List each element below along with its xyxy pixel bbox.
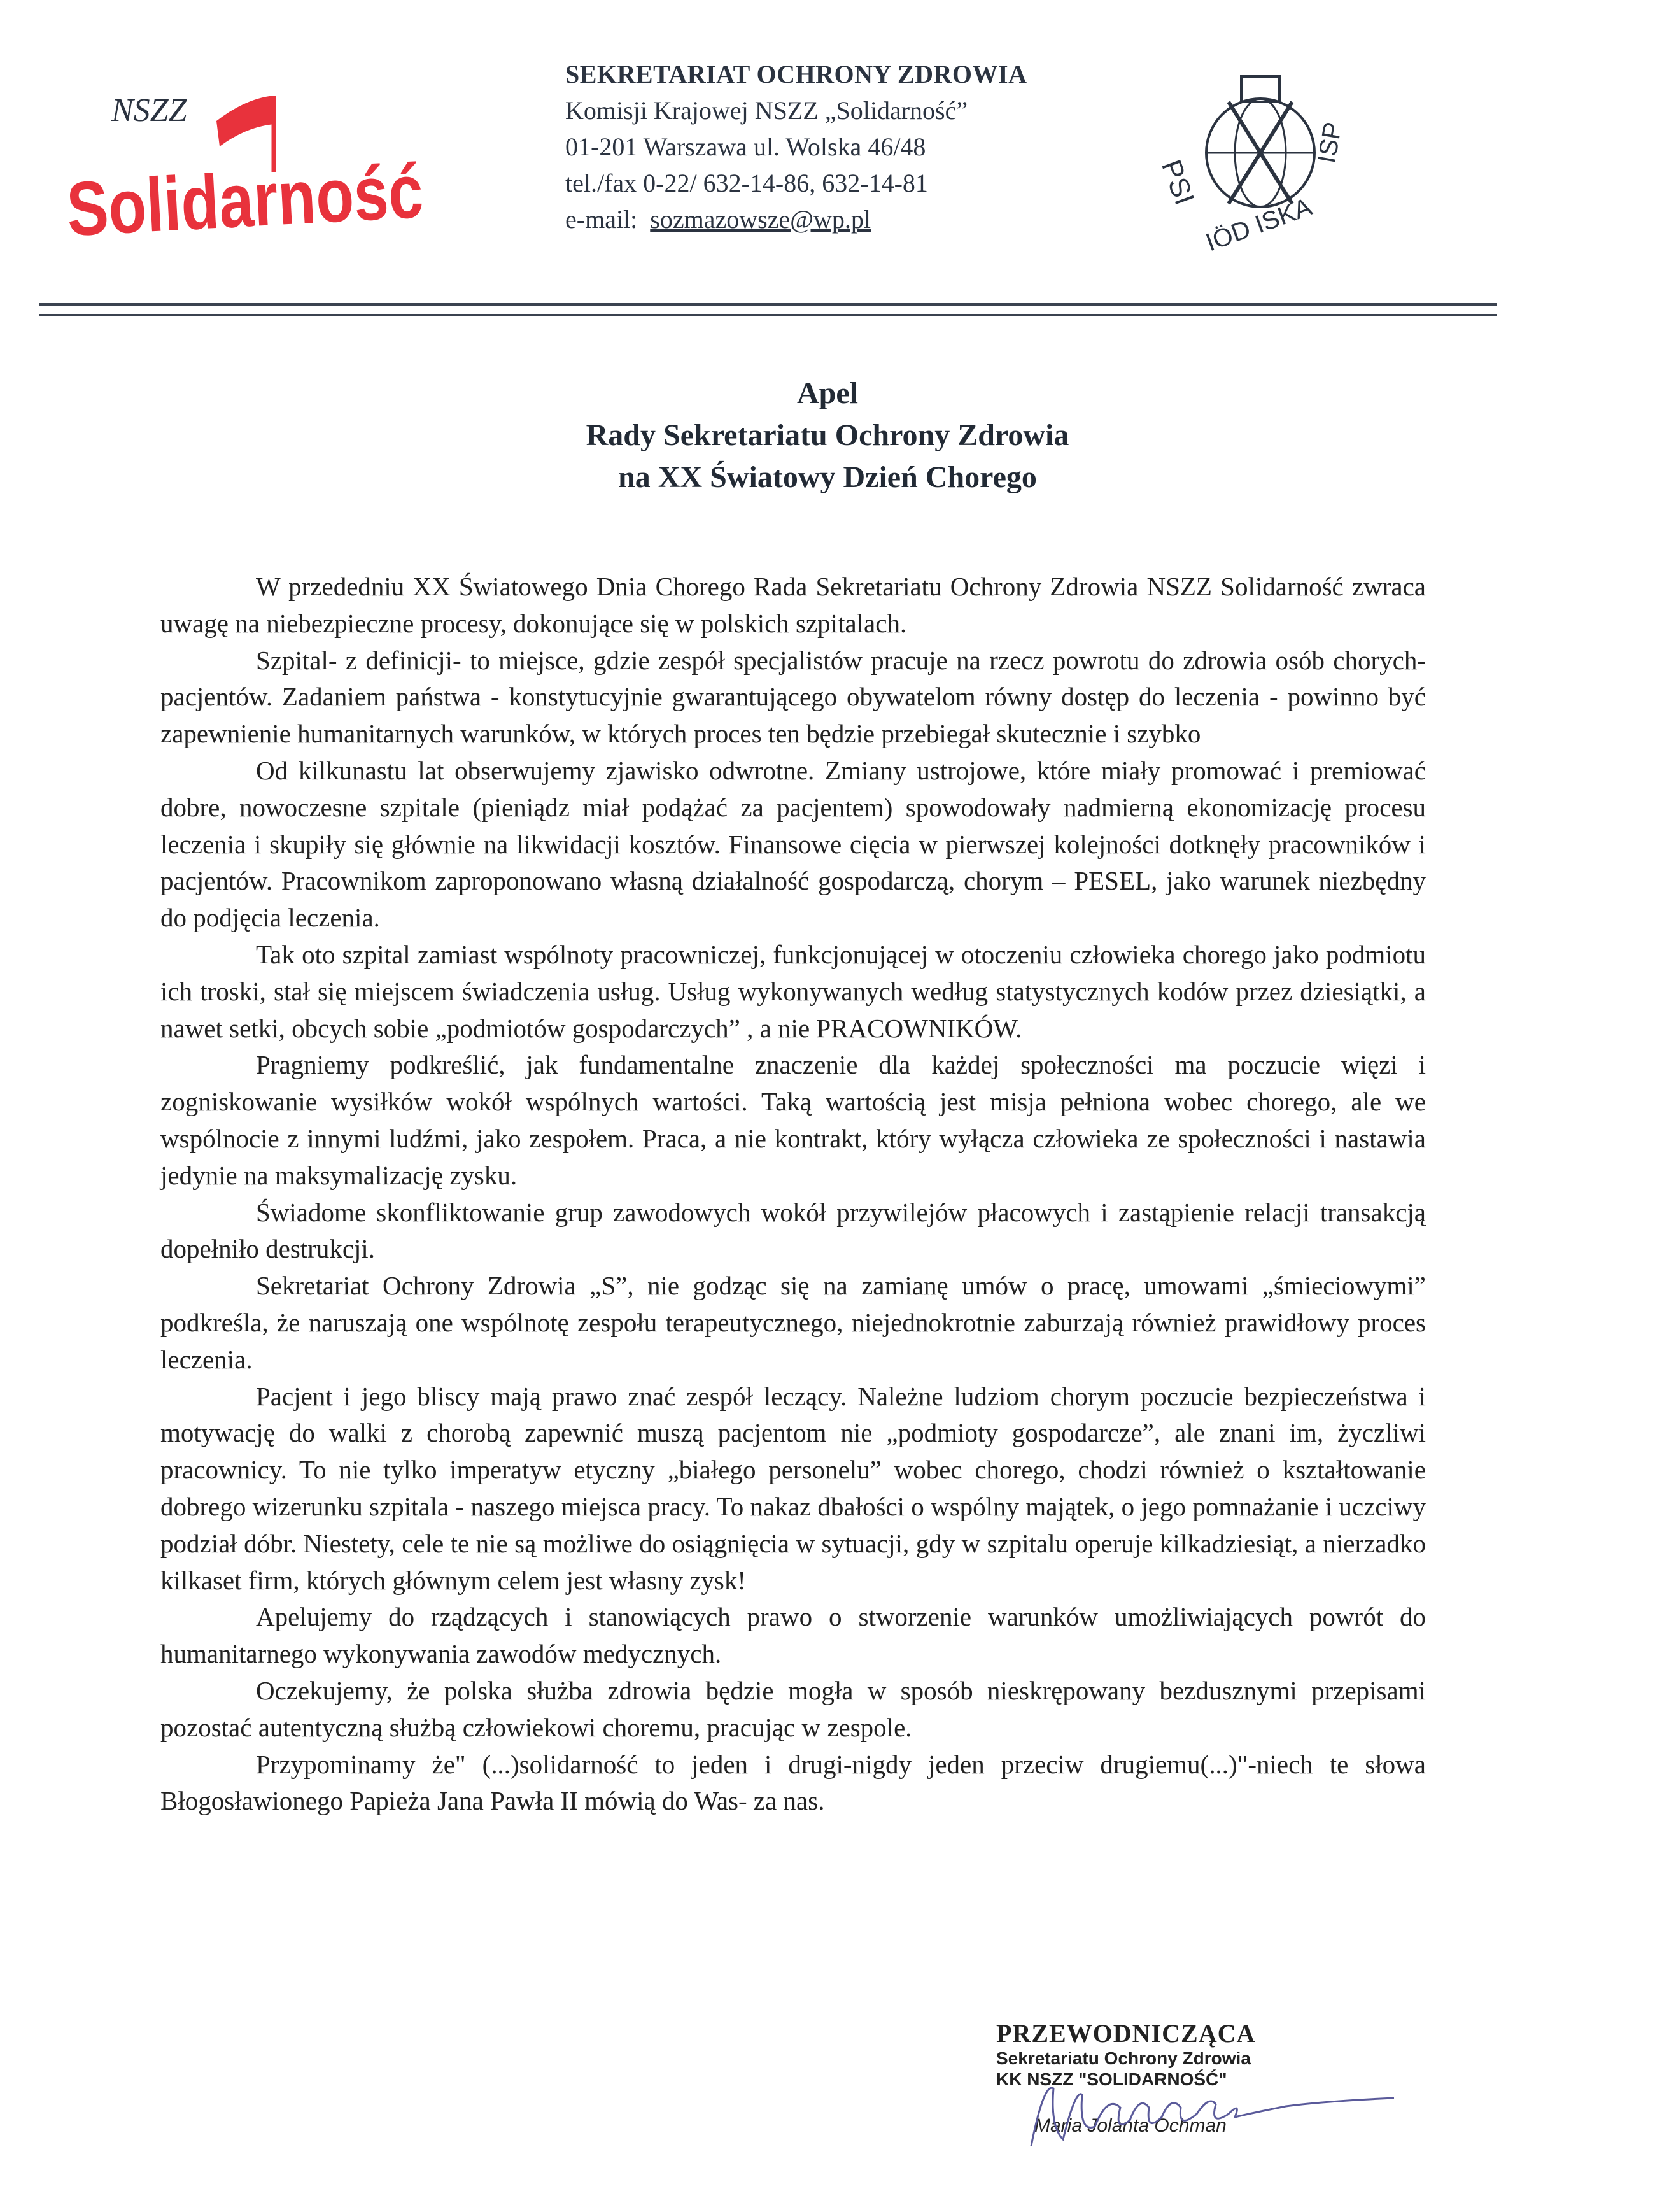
email-label: e-mail: (565, 205, 638, 234)
letter-body (160, 569, 1426, 1820)
signature-role: PRZEWODNICZĄCA (996, 2019, 1256, 2048)
title-line1: Apel (797, 376, 858, 410)
logo-nszz: NSZZ (111, 92, 187, 129)
handwritten-signature (1018, 2069, 1400, 2159)
paragraph: Tak oto szpital zamiast wspólnoty pracowniczej, funkcjonującej w otoczeniu człowieka chorego jako podmiotu ich troski, stał się miejscem świadczenia usług. Usług wykonywanych według statystycznych kodów przez dziesiątki, a nawet setki, obcych sobie „podmiotów gospodarczych” , a nie PRACOWNIKÓW. (160, 939, 1426, 1043)
seal-text-right: ISP (1313, 120, 1348, 166)
paragraph: Apelujemy do rządzących i stanowiących prawo o stworzenie warunków umożliwiających powrót do humanitarnego wykonywania zawodów medycznych. (160, 1602, 1426, 1669)
seal-text-bottom: IÖD ISKA (1202, 192, 1316, 257)
letterhead-line3: tel./fax 0-22/ 632-14-86, 632-14-81 (565, 169, 928, 197)
letterhead-line1: Komisji Krajowej NSZZ „Solidarność” (565, 96, 968, 125)
paragraph: Pragniemy podkreślić, jak fundamentalne znaczenie dla każdej społeczności ma poczucie więzi i zogniskowanie wysiłków wokół wspólnych wartości. Taką wartością jest misja pełniona wobec chorego, ale we wspólnocie z innymi ludźmi, jako zespołem. Praca, a nie kontrakt, który wyłącza człowieka ze społeczności i nastawia jedynie na maksymalizację zysku. (160, 1050, 1426, 1190)
paragraph: Oczekujemy, że polska służba zdrowia będzie mogła w sposób nieskrępowany bezdusznymi przepisami pozostać autentyczną służbą człowiekowi choremu, pracując w zespole. (160, 1675, 1426, 1742)
document-title (0, 372, 1655, 499)
psi-seal-logo (1139, 64, 1381, 255)
paragraph: Pacjent i jego bliscy mają prawo znać zespół leczący. Należne ludziom chorym poczucie bezpieczeństwa i motywację do walki z chorobą zapewnić muszą pacjentom nie „podmioty gospodarcze”, ale znani im, życzliwi pracownicy. To nie tylko imperatyw etyczny „białego personelu” wobec chorego, chodzi również o kształtowanie dobrego wizerunku szpitala - naszego miejsca pracy. To nakaz dbałości o wspólny majątek, o jego pomnażanie i uczciwy podział dóbr. Niestety, cele te nie są możliwe do osiągnięcia w sytuacji, gdy w szpitalu operuje kilkadziesiąt, a nierzadko kilkaset firm, których głównym celem jest własny zysk! (160, 1381, 1426, 1595)
signature-line2: KK NSZZ "SOLIDARNOŚĆ" (996, 2069, 1227, 2089)
letterhead (565, 56, 1027, 238)
paragraph: W przededniu XX Światowego Dnia Chorego Rada Sekretariatu Ochrony Zdrowia NSZZ Solidarność zwraca uwagę na niebezpieczne procesy, dokonujące się w polskich szpitalach. (160, 572, 1426, 638)
header-rule-top (39, 303, 1497, 306)
letterhead-org: SEKRETARIAT OCHRONY ZDROWIA (565, 60, 1027, 89)
paragraph: Sekretariat Ochrony Zdrowia „S”, nie godząc się na zamianę umów o pracę, umowami „śmieciowymi” podkreśla, że naruszają one wspólnotę zespołu terapeutycznego, niejednokrotnie zaburzają również prawidłowy proces leczenia. (160, 1271, 1426, 1374)
signature-line1: Sekretariatu Ochrony Zdrowia (996, 2048, 1251, 2068)
paragraph: Od kilkunastu lat obserwujemy zjawisko odwrotne. Zmiany ustrojowe, które miały promować i premiować dobre, nowoczesne szpitale (pieniądz miał podążać za pacjentem) spowodowały nadmierną ekonomizację procesu leczenia i skupiły się głównie na likwidacji kosztów. Finansowe cięcia w pierwszej kolejności dotknęły pracowników i pacjentów. Pracownikom zaproponowano własną działalność gospodarczą, chorym – PESEL, jako warunek niezbędny do podjęcia leczenia. (160, 755, 1426, 933)
paragraph: Świadome skonfliktowanie grup zawodowych wokół przywilejów płacowych i zastąpienie relacji transakcją dopełniło destrukcji. (160, 1197, 1426, 1264)
seal-text-left: PSI (1155, 155, 1201, 209)
title-line3: na XX Światowy Dzień Chorego (618, 460, 1037, 494)
logo-solidarnosc: Solidarność (64, 144, 506, 253)
header-rule-bottom (39, 314, 1497, 316)
email-link[interactable]: sozmazowsze@wp.pl (650, 205, 871, 234)
paragraph: Przypominamy że" (...)solidarność to jeden i drugi-nigdy jeden przeciw drugiemu(...)"-niech te słowa Błogosławionego Papieża Jana Pawła II mówią do Was- za nas. (160, 1749, 1426, 1816)
title-line2: Rady Sekretariatu Ochrony Zdrowia (586, 418, 1069, 452)
solidarnosc-logo (60, 76, 506, 253)
letterhead-line2: 01-201 Warszawa ul. Wolska 46/48 (565, 132, 926, 161)
paragraph: Szpital- z definicji- to miejsce, gdzie zespół specjalistów pracuje na rzecz powrotu do zdrowia osób chorych-pacjentów. Zadaniem państwa - konstytucyjnie gwarantującego obywatelom równy dostęp do leczenia - powinno być zapewnienie humanitarnych warunków, w których proces ten będzie przebiegał skutecznie i szybko (160, 645, 1426, 749)
signature-name: Maria Jolanta Ochman (1034, 2115, 1227, 2136)
flag (216, 96, 274, 146)
